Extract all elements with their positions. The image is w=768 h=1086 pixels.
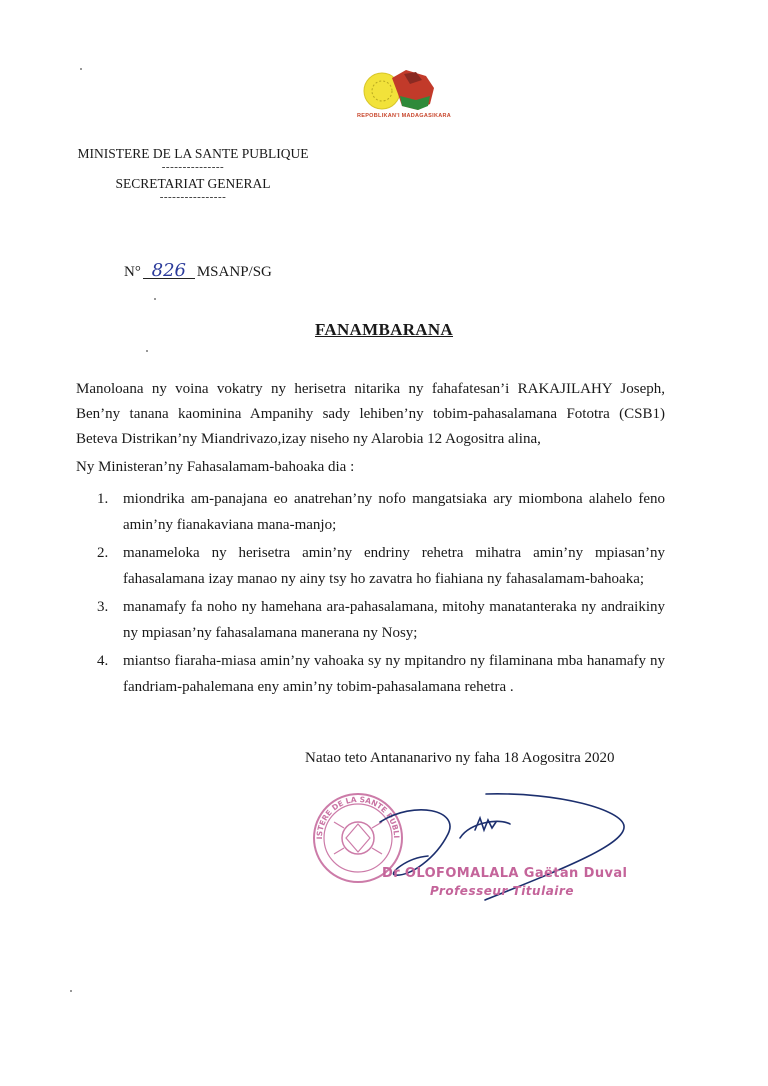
list-item-number: 3. — [97, 599, 109, 615]
scan-speck — [146, 350, 148, 352]
numbered-list — [92, 486, 665, 702]
document-title: FANAMBARANA — [314, 320, 454, 339]
ministry-name: MINISTERE DE LA SANTE PUBLIQUE — [77, 146, 309, 161]
signer-title: Professeur Titulaire — [430, 884, 574, 898]
ministry-header — [58, 146, 328, 202]
list-item-text: manamafy fa noho ny hamehana ara-pahasalamana, mitohy manatanteraka ny andraikiny ny mpiasan’ny fahasalamana manerana ny Nosy; — [123, 599, 665, 641]
list-item — [92, 540, 665, 592]
secretariat-name: SECRETARIAT GENERAL — [115, 176, 271, 191]
scan-speck — [154, 298, 156, 300]
list-item — [92, 486, 665, 538]
list-item-text: manameloka ny herisetra amin’ny endriny rehetra mihatra amin’ny mpiasan’ny fahasalamana izay manao ny ainy tsy ho zavatra ho fiahiana ny fahasalamam-bahoaka; — [123, 545, 665, 587]
place-date: Natao teto Antananarivo ny faha 18 Aogositra 2020 — [305, 750, 615, 766]
list-item-number: 2. — [97, 545, 109, 561]
emblem-label: REPOBLIKAN'I MADAGASIKARA — [356, 113, 452, 119]
list-item — [92, 648, 665, 700]
list-item-number: 1. — [97, 491, 109, 507]
scan-speck — [80, 68, 82, 70]
list-item-text: miantso fiaraha-miasa amin’ny vahoaka sy ny mpitandro ny filaminana mba hanamafy ny fandriam-pahalemana eny amin’ny tobim-pahasalamana rehetra . — [123, 653, 665, 695]
header-separator: ---------------- — [159, 191, 227, 203]
reference-handwritten-number: 826 — [143, 264, 195, 279]
list-item-text: miondrika am-panajana eo anatrehan’ny nofo mangatsiaka ary miombona alahelo feno amin’ny fianakaviana mana-manjo; — [123, 491, 665, 533]
svg-text:MINISTERE DE LA SANTE PUBLIQUE: ISTERE DE LA SANTE PUBLI — [314, 794, 402, 840]
header-separator: --------------- — [161, 161, 225, 173]
list-item — [92, 594, 665, 646]
list-item-number: 4. — [97, 653, 109, 669]
republic-emblem — [330, 66, 478, 126]
scan-speck — [70, 990, 72, 992]
emblem-icon — [330, 66, 478, 116]
reference-prefix: N° — [124, 264, 141, 280]
reference-number — [124, 260, 272, 281]
reference-suffix: MSANP/SG — [196, 264, 272, 280]
list-intro: Ny Ministeran’ny Fahasalamam-bahoaka dia : — [76, 459, 355, 475]
paragraph-text: Manoloana ny voina vokatry ny herisetra nitarika ny fahafatesan’i RAKAJILAHY Joseph, Ben’ny tanana kaominina Ampanihy sady lehiben’ny tobim-pahasalamana Fototra (CSB1) Beteva Distrikan’ny Miandrivazo,izay niseho ny Alarobia 12 Aogositra alina, — [76, 381, 665, 447]
signer-name: Dr OLOFOMALALA Gaëtan Duval — [382, 866, 628, 881]
body-paragraph — [76, 377, 665, 452]
